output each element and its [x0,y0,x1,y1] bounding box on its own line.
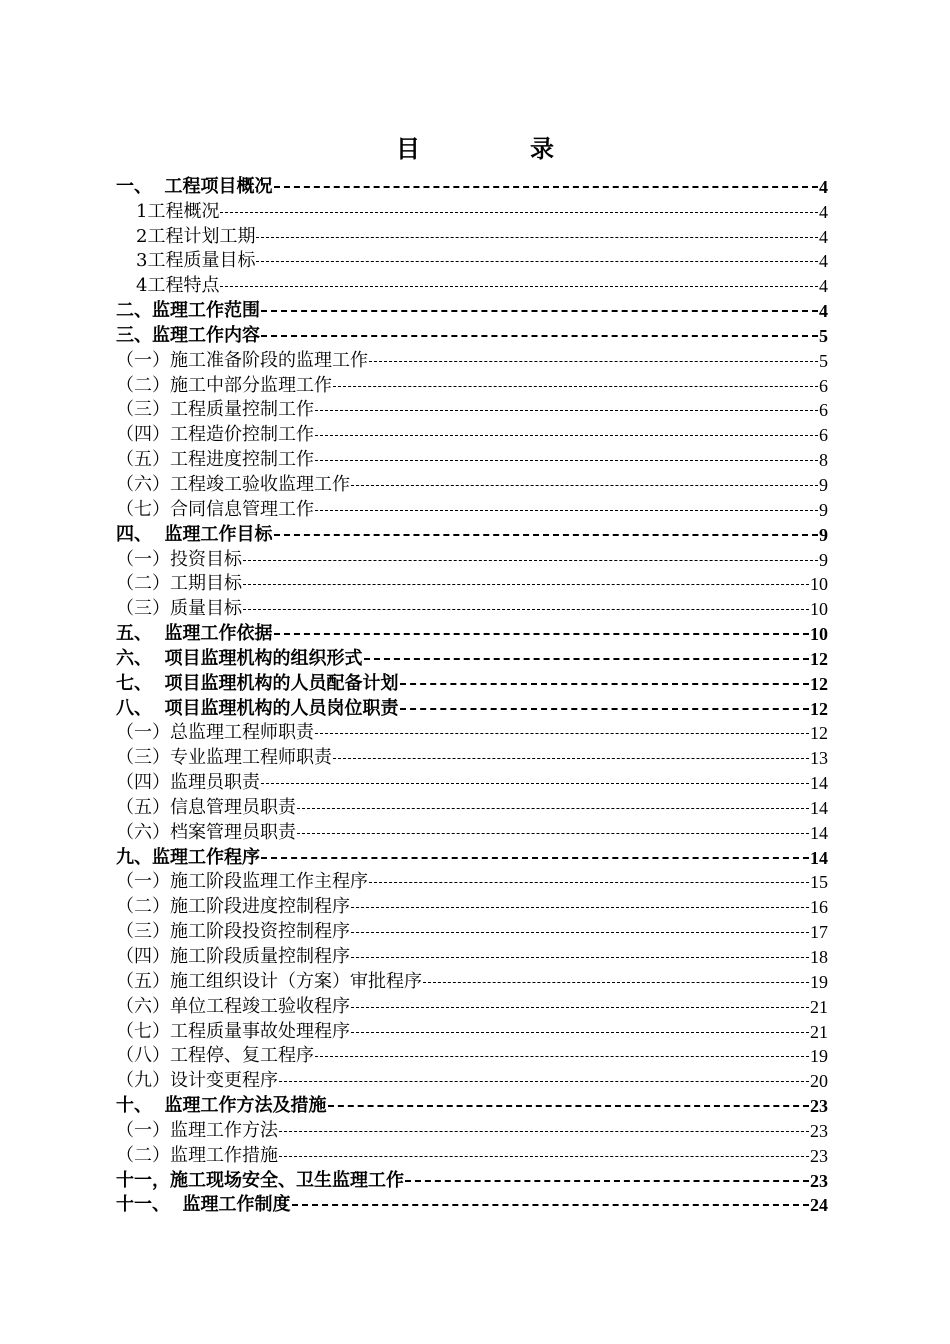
toc-leader-line [315,510,818,511]
toc-leader-line [400,683,809,685]
toc-page-number: 12 [810,698,828,719]
toc-entry-label: 四、 监理工作目标 [116,523,273,545]
toc-leader-line [243,609,809,610]
toc-page-number: 4 [819,201,828,222]
toc-entry-label: （一）施工阶段监理工作主程序 [116,871,368,893]
toc-page-number: 9 [819,549,828,570]
toc-entry[interactable] [116,273,828,298]
toc-entry-label: （一）监理工作方法 [116,1119,278,1141]
toc-page-number: 19 [810,971,828,992]
toc-leader-line [297,833,809,834]
toc-entry-label: 七、 项目监理机构的人员配备计划 [116,672,399,694]
toc-entry-label: （六）档案管理员职责 [116,821,296,843]
toc-page-number: 23 [810,1145,828,1166]
toc-leader-line [369,361,818,362]
toc-leader-line [243,584,809,585]
toc-leader-line [351,1032,809,1033]
toc-leader-line [243,560,818,561]
toc-entry[interactable] [116,1093,828,1118]
toc-entry[interactable] [116,845,828,870]
toc-entry[interactable] [116,199,828,224]
toc-entry[interactable] [116,745,828,770]
toc-entry-label: （三）专业监理工程师职责 [116,747,332,769]
toc-entry[interactable] [116,870,828,895]
toc-page-number: 24 [810,1195,828,1216]
toc-entry[interactable] [116,249,828,274]
toc-page-number: 10 [810,624,828,645]
table-of-contents [116,174,828,1217]
toc-entry[interactable] [116,497,828,522]
toc-entry[interactable] [116,1168,828,1193]
toc-entry[interactable] [116,323,828,348]
toc-leader-line [333,386,818,387]
toc-entry[interactable] [116,547,828,572]
toc-page-number: 14 [810,773,828,794]
toc-entry-label: （五）工程进度控制工作 [116,449,314,471]
toc-entry-label: 六、 项目监理机构的组织形式 [116,647,363,669]
toc-leader-line [315,733,809,734]
toc-page-number: 23 [810,1170,828,1191]
toc-entry[interactable] [116,1044,828,1069]
toc-leader-line [315,410,818,411]
toc-entry-label: （七）合同信息管理工作 [116,498,314,520]
toc-entry-label: （三）施工阶段投资控制程序 [116,921,350,943]
toc-page-number: 23 [810,1096,828,1117]
toc-entry[interactable] [116,646,828,671]
toc-leader-line [351,932,809,933]
toc-leader-line [220,286,818,287]
toc-entry-label: （四）施工阶段质量控制程序 [116,946,350,967]
toc-entry-label: （七）工程质量事故处理程序 [116,1020,350,1042]
toc-page-number: 12 [810,673,828,694]
toc-entry[interactable] [116,522,828,547]
toc-entry-label: （一）施工准备阶段的监理工作 [116,349,368,371]
toc-entry[interactable] [116,373,828,398]
toc-page-number: 23 [810,1120,828,1141]
toc-entry[interactable] [116,820,828,845]
toc-entry[interactable] [116,1118,828,1143]
toc-leader-line [369,882,809,883]
toc-entry-label: 二、监理工作范围 [116,300,260,322]
toc-page-number: 4 [819,176,828,197]
toc-leader-line [328,1105,809,1107]
toc-page-number: 4 [819,251,828,272]
toc-entry-label: （六）单位工程竣工验收程序 [116,995,350,1017]
toc-entry-label: 五、 监理工作依据 [116,623,273,645]
toc-entry[interactable] [116,770,828,795]
toc-leader-line [351,1007,809,1008]
toc-entry[interactable] [116,572,828,597]
toc-entry[interactable] [116,894,828,919]
toc-entry[interactable] [116,994,828,1019]
toc-leader-line [297,808,809,809]
toc-entry-label: 1工程概况 [136,200,220,222]
toc-entry-label: （一）投资目标 [116,548,242,570]
toc-page-number: 6 [819,400,828,421]
toc-entry[interactable] [116,472,828,497]
toc-leader-line [315,460,818,461]
toc-entry-label: （二）监理工作措施 [116,1144,278,1166]
toc-leader-line [423,982,809,983]
toc-page-number: 14 [810,847,828,868]
toc-entry-label: 九、监理工作程序 [116,846,260,868]
toc-page-number: 19 [810,1046,828,1067]
toc-page-number: 9 [819,499,828,520]
toc-leader-line [274,633,809,635]
toc-entry-label: （六）工程竣工验收监理工作 [116,473,350,495]
toc-entry[interactable] [116,348,828,373]
toc-leader-line [405,1180,809,1182]
toc-entry[interactable] [116,621,828,646]
toc-page-number: 9 [819,524,828,545]
toc-title: 目录 [396,134,664,163]
toc-entry[interactable] [116,795,828,820]
toc-page-number: 18 [810,947,828,967]
toc-entry[interactable] [116,919,828,944]
toc-entry-label: （五）信息管理员职责 [116,796,296,818]
toc-entry-label: （四）工程造价控制工作 [116,424,314,446]
toc-page-number: 13 [810,748,828,769]
toc-page-number: 14 [810,822,828,843]
toc-leader-line [292,1204,809,1206]
toc-entry-label: 2工程计划工期 [136,225,256,247]
toc-entry-label: （四）监理员职责 [116,772,260,794]
toc-entry[interactable] [116,224,828,249]
toc-page-number: 9 [819,474,828,495]
toc-page-number: 5 [819,350,828,371]
toc-leader-line [261,310,818,312]
toc-page-number: 4 [819,276,828,297]
toc-leader-line [274,186,818,188]
toc-entry[interactable] [116,447,828,472]
toc-page-number: 15 [810,872,828,893]
toc-entry[interactable] [116,1068,828,1093]
toc-leader-line [274,534,818,536]
toc-page-number: 12 [810,723,828,744]
toc-leader-line [261,783,809,784]
toc-leader-line [351,907,809,908]
toc-page-number: 6 [819,375,828,396]
toc-page-number: 10 [810,574,828,595]
toc-page-number: 8 [819,450,828,471]
toc-page-number: 16 [810,897,828,918]
toc-entry[interactable] [116,671,828,696]
toc-leader-line [256,237,818,238]
toc-leader-line [261,335,818,337]
toc-leader-line [400,708,809,710]
toc-page-number: 17 [810,922,828,943]
toc-leader-line [315,1056,809,1057]
toc-page-number: 10 [810,599,828,620]
toc-leader-line [351,485,818,486]
toc-leader-line [364,658,809,660]
toc-page-number: 4 [819,226,828,247]
toc-page-number: 6 [819,425,828,446]
toc-leader-line [333,758,809,759]
toc-page-number: 14 [810,797,828,818]
toc-entry[interactable] [116,298,828,323]
toc-entry-label: （三）工程质量控制工作 [116,399,314,421]
toc-leader-line [315,435,818,436]
toc-entry-label: （九）设计变更程序 [116,1070,278,1092]
toc-entry-label: 3工程质量目标 [136,250,256,272]
toc-entry-label: （二）工期目标 [116,573,242,595]
toc-page-number: 12 [810,648,828,669]
toc-leader-line [351,957,809,958]
toc-entry-label: 八、 项目监理机构的人员岗位职责 [116,697,399,719]
toc-entry[interactable] [116,398,828,423]
toc-entry[interactable] [116,1193,828,1218]
toc-entry[interactable] [116,174,828,199]
toc-entry[interactable] [116,696,828,721]
toc-page-number: 20 [810,1071,828,1092]
toc-entry-label: 十、 监理工作方法及措施 [116,1095,327,1117]
toc-entry[interactable] [116,944,828,969]
toc-entry[interactable] [116,721,828,746]
toc-entry-label: （二）施工中部分监理工作 [116,374,332,396]
toc-entry-label: （三）质量目标 [116,598,242,620]
toc-leader-line [220,212,818,213]
toc-entry[interactable] [116,1019,828,1044]
toc-entry[interactable] [116,969,828,994]
toc-entry[interactable] [116,422,828,447]
toc-entry-label: 4工程特点 [136,275,220,297]
toc-leader-line [279,1131,809,1132]
toc-leader-line [261,857,809,859]
toc-entry-label: 十一、 监理工作制度 [116,1194,291,1216]
toc-page-number: 4 [819,301,828,322]
toc-entry-label: （八）工程停、复工程序 [116,1045,314,1067]
toc-leader-line [279,1156,809,1157]
toc-leader-line [279,1081,809,1082]
toc-entry-label: 三、监理工作内容 [116,324,260,346]
toc-entry[interactable] [116,1143,828,1168]
toc-leader-line [256,261,818,262]
toc-page-number: 21 [810,1021,828,1042]
toc-page-number: 21 [810,996,828,1017]
toc-entry-label: 一、 工程项目概况 [116,175,273,197]
toc-entry[interactable] [116,596,828,621]
toc-entry-label: （一）总监理工程师职责 [116,722,314,744]
toc-entry-label: （二）施工阶段进度控制程序 [116,896,350,918]
toc-entry-label: （五）施工组织设计（方案）审批程序 [116,970,422,992]
toc-page-number: 5 [819,325,828,346]
toc-entry-label: 十一，施工现场安全、卫生监理工作 [116,1169,404,1191]
